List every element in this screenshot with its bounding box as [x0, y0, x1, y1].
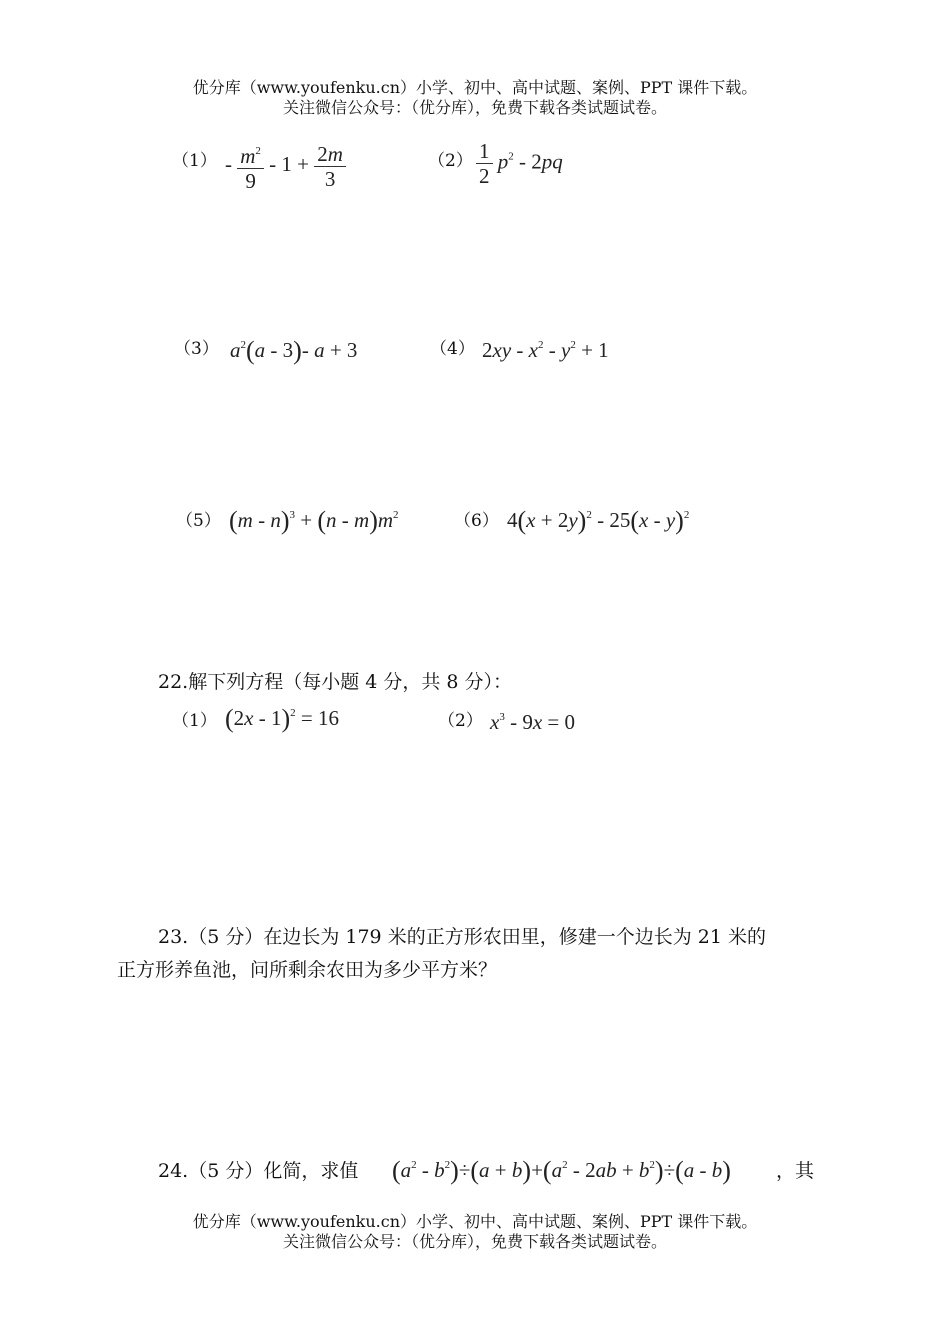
footer-line-1: 优分库（www.youfenku.cn）小学、初中、高中试题、案例、PPT 课件下载。 [192, 1212, 758, 1231]
q22-p1-equation: (2x - 1)$^2$ = 16 [225, 704, 340, 733]
q22-p2-equation: $x^3 - 9x = 0$ [490, 710, 575, 734]
q21-p5-expression: $(m - n)^3 + (n - m)m^2$ [229, 506, 399, 535]
page-header [0, 78, 950, 118]
q21-p1-expression: - $\frac{m^2}{9}$ - 1 + $\frac{2m}{3}$ [225, 140, 346, 192]
q22-p2-label: （2） [438, 711, 483, 731]
q21-p6-expression: $4(x + 2y)^2 - 25(x - y)^2$ [507, 506, 690, 535]
q21-p3-expression: $a^2(a - 3)-$ a + 3 [230, 336, 358, 365]
q21-p1-label: （1） [172, 151, 217, 171]
footer-line-2: 关注微信公众号：（优分库），免费下载各类试题试卷。 [282, 1232, 667, 1251]
page-footer [0, 1212, 950, 1252]
header-line-2: 关注微信公众号：（优分库），免费下载各类试题试卷。 [282, 98, 667, 117]
q22-title: 22.解下列方程（每小题 4 分，共 8 分）： [158, 671, 513, 693]
q21-p3-label: （3） [174, 339, 219, 359]
q21-p4-label: （4） [430, 339, 475, 359]
q23-line-2: 正方形养鱼池，问所剩余农田为多少平方米？ [117, 959, 498, 981]
q24-expression: $(a^2 - b^2)\div(a + b)+(a^2 - 2ab + b^2)\div(a - b)$ [392, 1156, 731, 1185]
q21-p2-label: （2） [428, 151, 473, 171]
q21-p5-label: （5） [176, 511, 221, 531]
q24-prefix: 24.（5 分）化简，求值 [158, 1160, 359, 1182]
q21-p6-label: （6） [454, 511, 499, 531]
q22-p1-label: （1） [172, 711, 217, 731]
header-line-1: 优分库（www.youfenku.cn）小学、初中、高中试题、案例、PPT 课件下载。 [192, 78, 758, 97]
q23-line-1: 23.（5 分）在边长为 179 米的正方形农田里，修建一个边长为 21 米的 [158, 926, 766, 948]
q21-p4-expression: $2xy - x^2 - y^2 + 1$ [482, 338, 609, 362]
q21-p2-expression: $\frac{1}{2}$ $p^2 - 2pq$ [476, 140, 563, 187]
q24-suffix: ，其 [776, 1160, 815, 1182]
